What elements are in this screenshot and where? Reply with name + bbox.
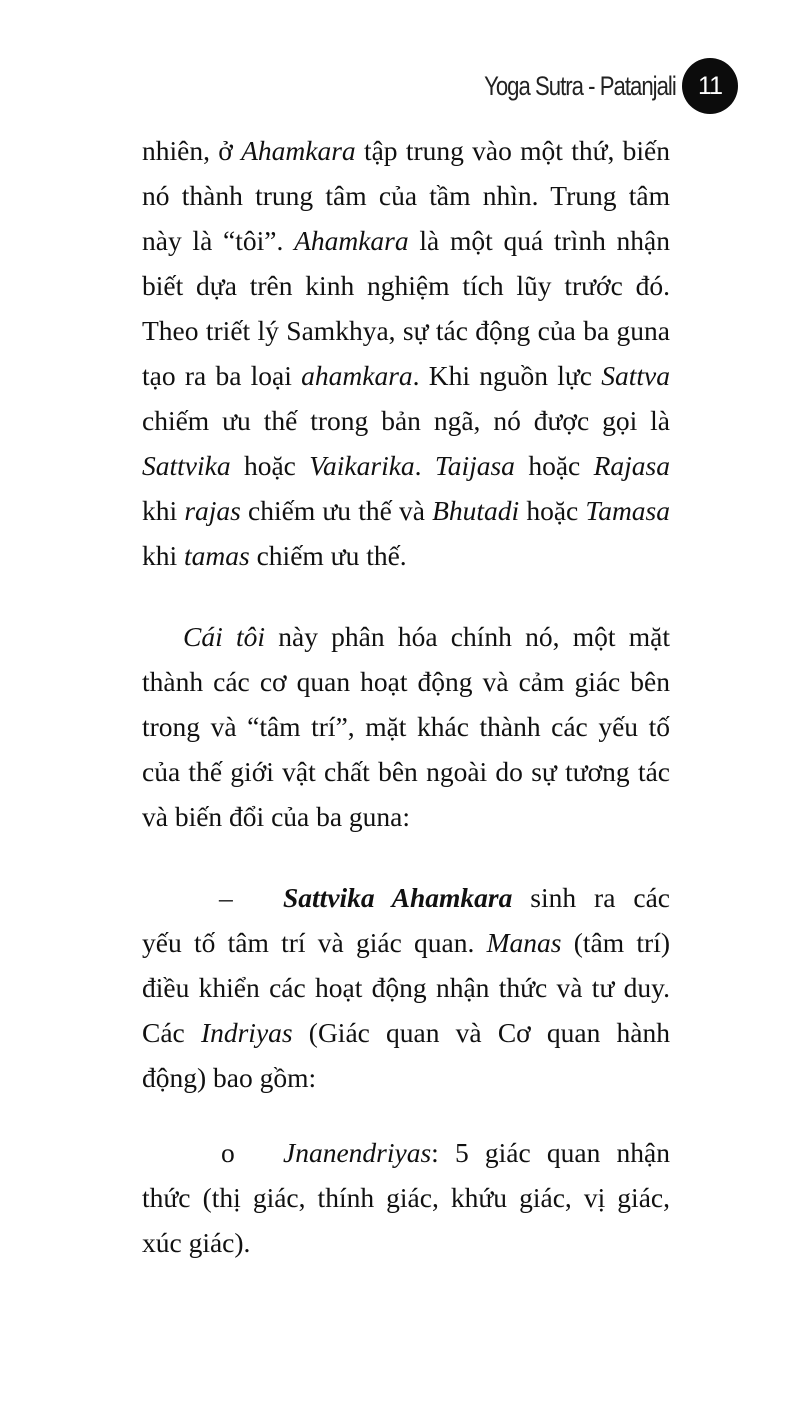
list-item-jnanendriyas: [142, 1130, 670, 1265]
italic-term: Sattvika: [142, 450, 231, 481]
text-run: chiếm ưu thế và: [240, 495, 433, 526]
text-run: (tâm trí) điều khiển các hoạt động nhận thức và tư duy. Các: [142, 927, 670, 1048]
text-run: hoặc: [514, 450, 594, 481]
paragraph-cai-toi: [142, 614, 670, 839]
page-body: [142, 128, 670, 1265]
text-run: .: [414, 450, 435, 481]
italic-term: Ahamkara: [294, 225, 409, 256]
text-run: chiếm ưu thế trong bản ngã, nó được gọi là: [142, 405, 670, 436]
italic-term: Jnanendriyas: [283, 1137, 432, 1168]
italic-term: Ahamkara: [241, 135, 356, 166]
bold-italic-term: Sattvika Ahamkara: [283, 882, 513, 913]
dash-bullet: –: [219, 882, 233, 913]
text-run: nhiên, ở: [142, 135, 242, 166]
italic-term: Bhutadi: [432, 495, 520, 526]
text-run: (Giác quan và Cơ quan hành động) bao gồm:: [142, 1017, 670, 1093]
text-run: này phân hóa chính nó, một mặt thành các cơ quan hoạt động và cảm giác bên trong và “tâm trí”, mặt khác thành các yếu tố của thế giới vật chất bên ngoài do sự tương tác và biến đổi của ba guna:: [142, 621, 670, 832]
italic-term: ahamkara: [301, 360, 413, 391]
paragraph-ahamkara: [142, 128, 670, 578]
list-item-sattvika: [142, 875, 670, 1100]
italic-term: rajas: [184, 495, 241, 526]
italic-term: Cái tôi: [183, 621, 265, 652]
text-run: sinh ra các yếu tố tâm trí và giác quan.: [142, 882, 670, 958]
text-run: hoặc: [230, 450, 310, 481]
italic-term: tamas: [184, 540, 250, 571]
text-run: tập trung vào một thứ, biến nó thành trung tâm của tầm nhìn. Trung tâm này là “tôi”.: [142, 135, 670, 256]
running-title: Yoga Sutra - Patanjali: [484, 70, 676, 101]
text-run: . Khi nguồn lực: [412, 360, 602, 391]
text-run: chiếm ưu thế.: [249, 540, 407, 571]
circle-bullet: o: [221, 1137, 235, 1168]
text-run: : 5 giác quan nhận thức (thị giác, thính giác, khứu giác, vị giác, xúc giác).: [142, 1137, 670, 1258]
italic-term: Vaikarika: [309, 450, 415, 481]
text-run: là một quá trình nhận biết dựa trên kinh nghiệm tích lũy trước đó. Theo triết lý Samkhya, sự tác động của ba guna tạo ra ba loại: [142, 225, 671, 391]
text-run: hoặc: [519, 495, 586, 526]
italic-term: Tamasa: [585, 495, 671, 526]
italic-term: Indriyas: [200, 1017, 293, 1048]
italic-term: Sattva: [601, 360, 670, 391]
text-run: khi: [142, 540, 185, 571]
page-header: [442, 58, 738, 114]
italic-term: Manas: [486, 927, 562, 958]
italic-term: Rajasa: [593, 450, 670, 481]
italic-term: Taijasa: [434, 450, 515, 481]
page-number-badge: 11: [682, 58, 738, 114]
text-run: khi: [142, 495, 185, 526]
